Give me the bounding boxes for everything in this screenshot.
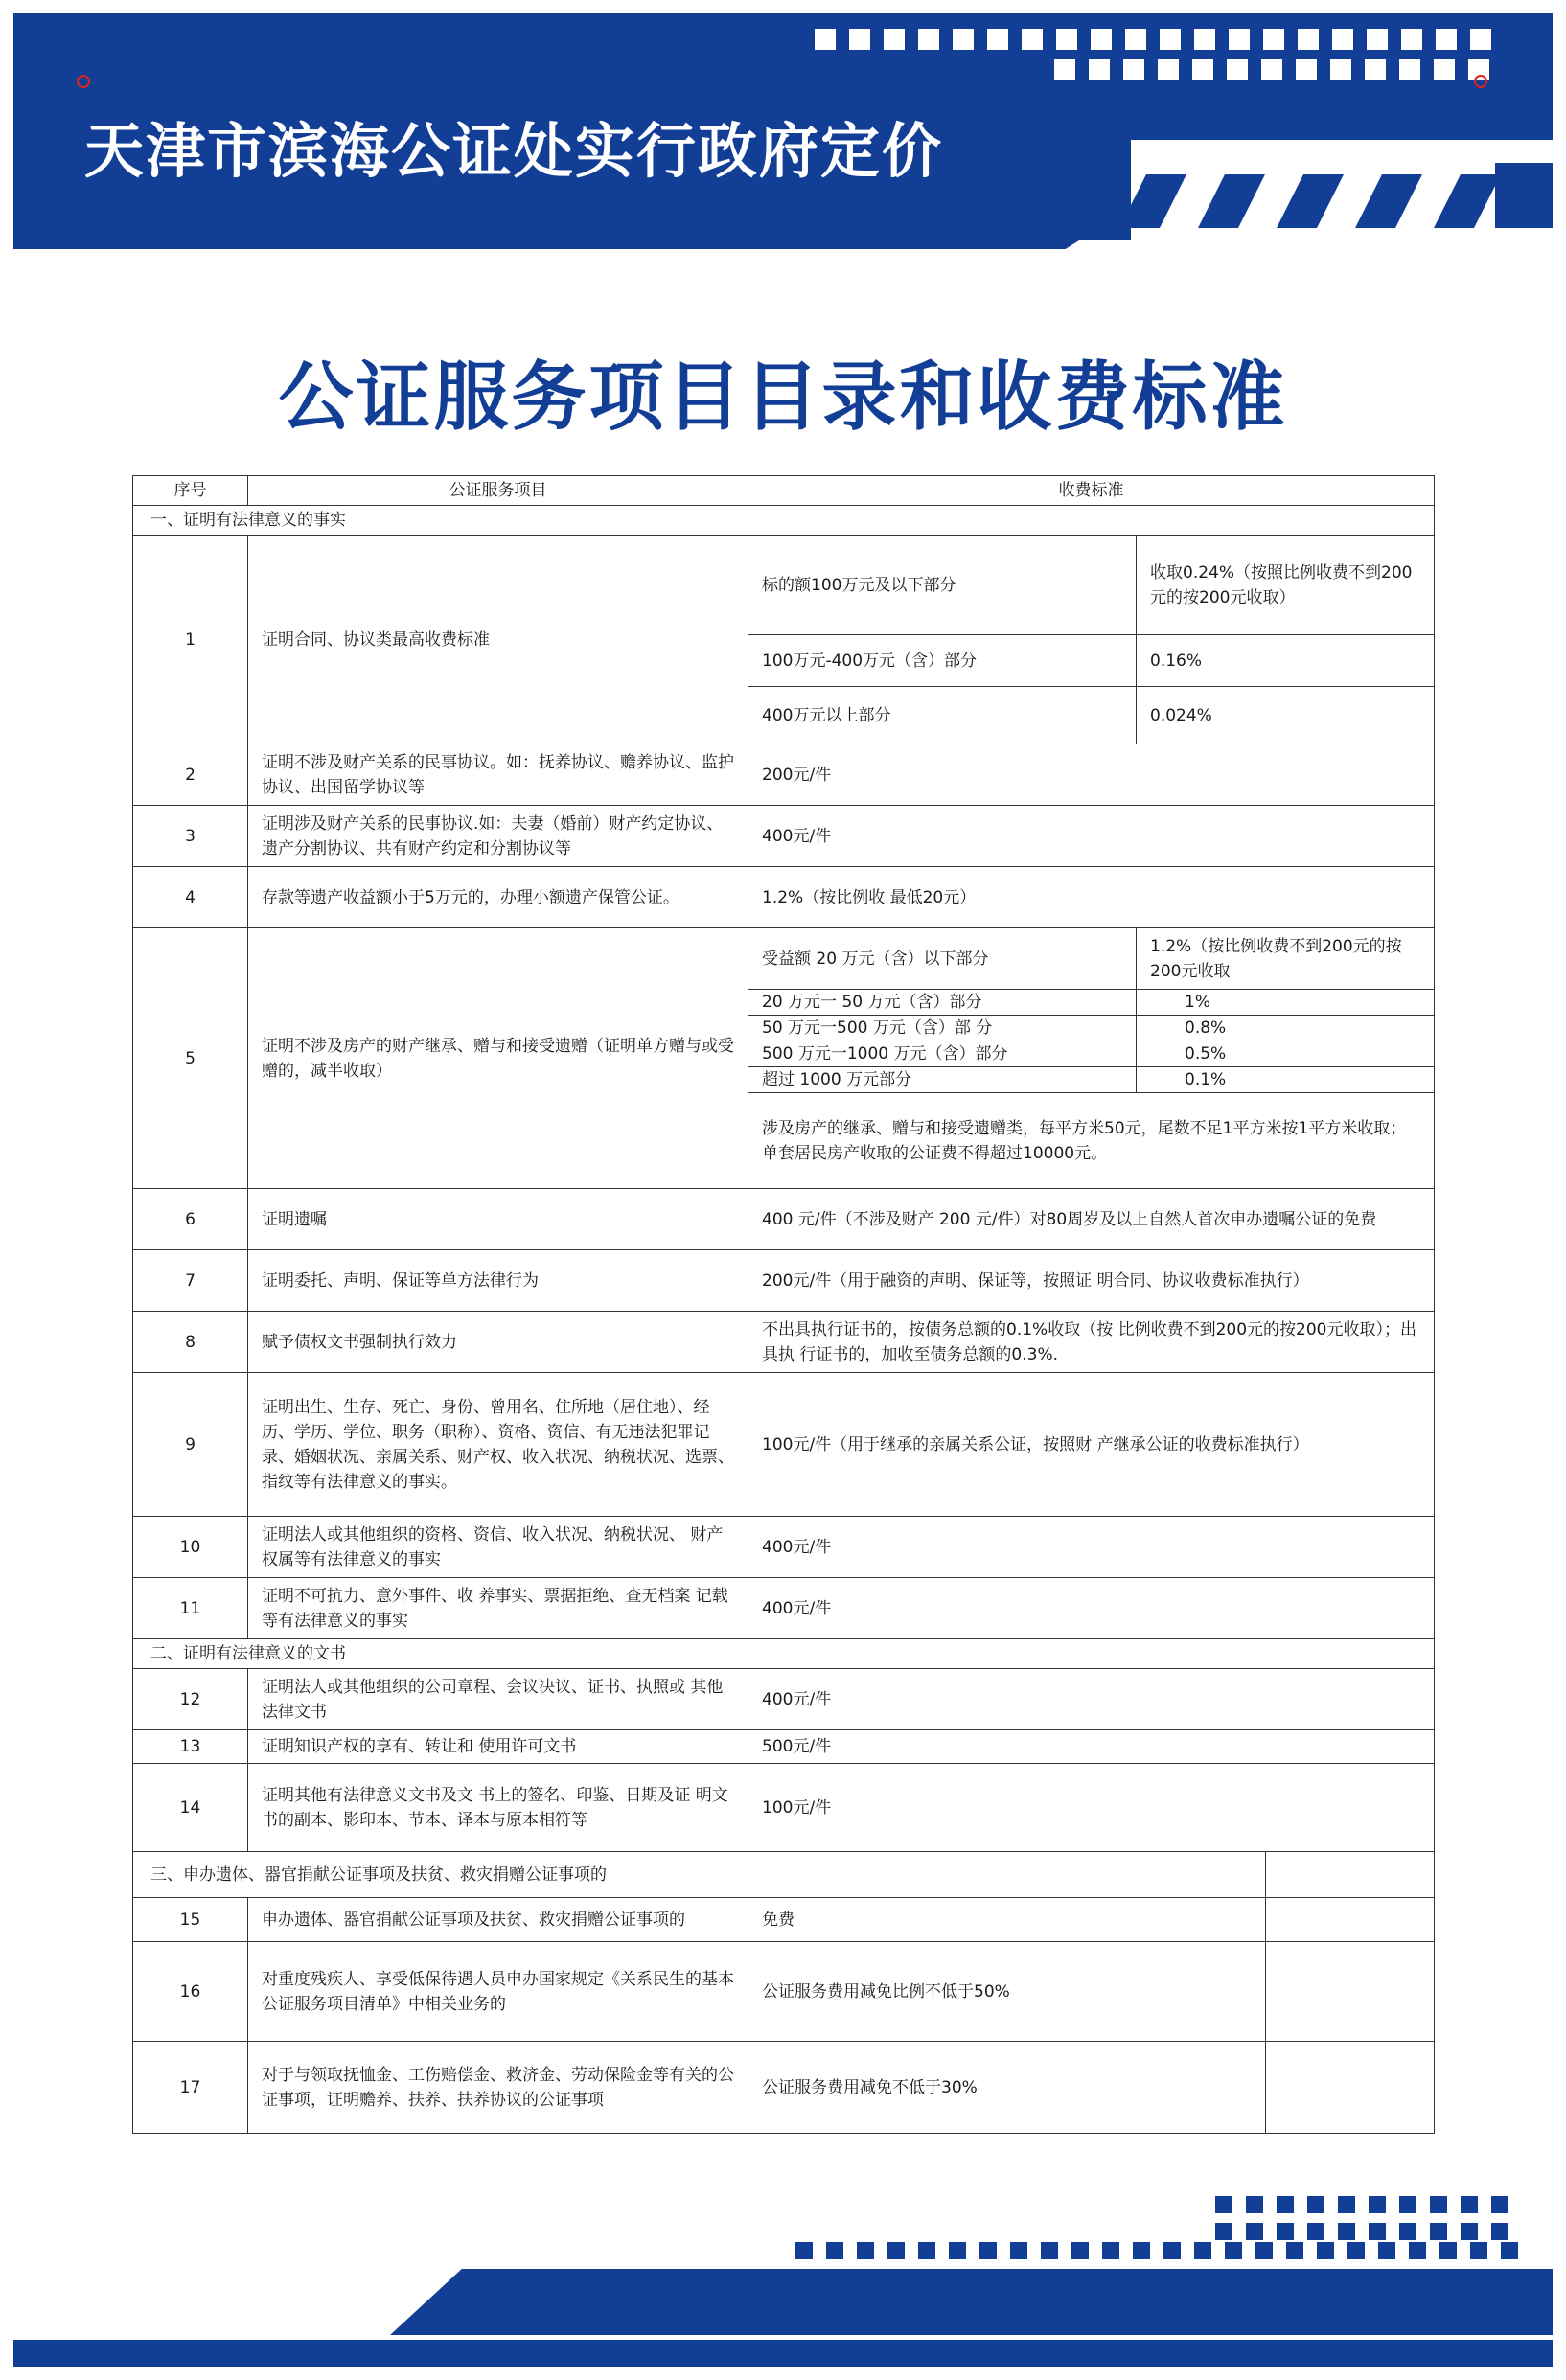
tier-range: 受益额 20 万元（含）以下部分: [748, 928, 1137, 990]
registration-mark: [77, 75, 90, 88]
fee-cell: 400元/件: [748, 806, 1435, 867]
tier-rate: 1.2%（按比例收费不到200元的按200元收取: [1137, 928, 1435, 990]
table-row: [133, 806, 1435, 867]
tier-rate: 0.1%: [1137, 1067, 1435, 1093]
row-number: 4: [133, 867, 248, 928]
row-number: 16: [133, 1942, 248, 2042]
table-row: [133, 1312, 1435, 1373]
table-row: [133, 1730, 1435, 1764]
row-number: 11: [133, 1578, 248, 1639]
col-header-item: 公证服务项目: [248, 476, 748, 506]
item-cell: 申办遗体、器官捐献公证事项及扶贫、救灾捐赠公证事项的: [248, 1898, 748, 1942]
row-number: 1: [133, 536, 248, 744]
row-number: 17: [133, 2042, 248, 2134]
fee-cell: 200元/件: [748, 744, 1435, 806]
registration-mark: [1474, 75, 1487, 88]
row-number: 6: [133, 1189, 248, 1250]
tier-rate: 0.5%: [1137, 1041, 1435, 1067]
table-row: [133, 744, 1435, 806]
row-number: 7: [133, 1250, 248, 1312]
fee-table: [132, 475, 1435, 2134]
fee-cell: 400元/件: [748, 1669, 1435, 1730]
tier-rate: 收取0.24%（按照比例收费不到200元的按200元收取）: [1137, 536, 1435, 635]
col-header-fee: 收费标准: [748, 476, 1435, 506]
header-stripe: [13, 236, 1087, 249]
section-row: [133, 506, 1435, 536]
row-number: 13: [133, 1730, 248, 1764]
row-number: 3: [133, 806, 248, 867]
item-cell: 证明其他有法律意义文书及文 书上的签名、印鉴、日期及证 明文书的副本、影印本、节本、译本与原本相符等: [248, 1764, 748, 1852]
item-cell: 证明法人或其他组织的公司章程、会议决议、证书、执照或 其他法律文书: [248, 1669, 748, 1730]
fee-cell: 免费: [748, 1898, 1266, 1942]
table-row: [133, 536, 1435, 635]
item-cell: 对重度残疾人、享受低保待遇人员申办国家规定《关系民生的基本公证服务项目清单》中相关业务的: [248, 1942, 748, 2042]
row-number: 5: [133, 928, 248, 1189]
fee-cell: 400 元/件（不涉及财产 200 元/件）对80周岁及以上自然人首次申办遗嘱公证的免费: [748, 1189, 1435, 1250]
table-row: [133, 2042, 1435, 2134]
item-cell: 对于与领取抚恤金、工伤赔偿金、救济金、劳动保险金等有关的公证事项，证明赡养、扶养、扶养协议的公证事项: [248, 2042, 748, 2134]
section-row: [133, 1852, 1435, 1898]
tier-rate: 0.16%: [1137, 635, 1435, 687]
col-header-no: 序号: [133, 476, 248, 506]
header-stripe: [1112, 126, 1553, 140]
row-number: 15: [133, 1898, 248, 1942]
item-cell: 存款等遗产收益额小于5万元的，办理小额遗产保管公证。: [248, 867, 748, 928]
table-row: [133, 1898, 1435, 1942]
table-row: [133, 928, 1435, 990]
table-row: [133, 1669, 1435, 1730]
tier-range: 500 万元一1000 万元（含）部分: [748, 1041, 1137, 1067]
page-title: 公证服务项目目录和收费标准: [278, 355, 1288, 441]
item-cell: 证明合同、协议类最高收费标准: [248, 536, 748, 744]
fee-cell: 100元/件: [748, 1764, 1435, 1852]
fee-cell: 200元/件（用于融资的声明、保证等，按照证 明合同、协议收费标准执行）: [748, 1250, 1435, 1312]
banner-title: 天津市滨海公证处实行政府定价: [84, 116, 944, 186]
row-number: 2: [133, 744, 248, 806]
item-cell: 证明出生、生存、死亡、身份、曾用名、住所地（居住地）、经 历、学历、学位、职务（职称）、资格、资信、有无违法犯罪记录、婚姻状况、亲属关系、财产权、收入状况、纳税状况、选票、指纹等有法律意义的事实。: [248, 1373, 748, 1517]
item-cell: 证明不可抗力、意外事件、收 养事实、票据拒绝、查无档案 记载等有法律意义的事实: [248, 1578, 748, 1639]
tier-range: 100万元-400万元（含）部分: [748, 635, 1137, 687]
footer-stripe: [13, 2340, 1553, 2367]
fee-cell: 400元/件: [748, 1517, 1435, 1578]
item-cell: 证明不涉及财产关系的民事协议。如：抚养协议、赡养协议、监护协议、出国留学协议等: [248, 744, 748, 806]
table-row: [133, 1764, 1435, 1852]
section-title: 三、申办遗体、器官捐献公证事项及扶贫、救灾捐赠公证事项的: [133, 1852, 1266, 1898]
item-cell: 证明法人或其他组织的资格、资信、收入状况、纳税状况、 财产权属等有法律意义的事实: [248, 1517, 748, 1578]
section-title: 二、证明有法律意义的文书: [133, 1639, 1435, 1669]
tier-range: 50 万元一500 万元（含）部 分: [748, 1016, 1137, 1041]
fee-note: 涉及房产的继承、赠与和接受遗赠类，每平方米50元，尾数不足1平方米按1平方米收取；单套居民房产收取的公证费不得超过10000元。: [748, 1093, 1435, 1189]
tier-range: 400万元以上部分: [748, 687, 1137, 744]
row-number: 8: [133, 1312, 248, 1373]
table-row: [133, 1578, 1435, 1639]
section-row: [133, 1639, 1435, 1669]
tier-rate: 0.024%: [1137, 687, 1435, 744]
empty-cell: [1266, 1852, 1435, 1898]
table-row: [133, 867, 1435, 928]
item-cell: 赋予债权文书强制执行效力: [248, 1312, 748, 1373]
empty-cell: [1266, 1898, 1435, 1942]
fee-cell: 公证服务费用减免比例不低于50%: [748, 1942, 1266, 2042]
table-row: [133, 1517, 1435, 1578]
table-row: [133, 1942, 1435, 2042]
row-number: 12: [133, 1669, 248, 1730]
row-number: 10: [133, 1517, 248, 1578]
table-row: [133, 1189, 1435, 1250]
item-cell: 证明涉及财产关系的民事协议.如：夫妻（婚前）财产约定协议、遗产分割协议、共有财产约定和分割协议等: [248, 806, 748, 867]
table-row: [133, 1250, 1435, 1312]
fee-cell: 500元/件: [748, 1730, 1435, 1764]
tier-rate: 1%: [1137, 990, 1435, 1016]
item-cell: 证明委托、声明、保证等单方法律行为: [248, 1250, 748, 1312]
tier-range: 标的额100万元及以下部分: [748, 536, 1137, 635]
fee-cell: 公证服务费用减免不低于30%: [748, 2042, 1266, 2134]
fee-cell: 400元/件: [748, 1578, 1435, 1639]
item-cell: 证明不涉及房产的财产继承、赠与和接受遗赠（证明单方赠与或受赠的，减半收取）: [248, 928, 748, 1189]
table-row: [133, 1373, 1435, 1517]
item-cell: 证明知识产权的享有、转让和 使用许可文书: [248, 1730, 748, 1764]
row-number: 14: [133, 1764, 248, 1852]
fee-cell: 100元/件（用于继承的亲属关系公证，按照财 产继承公证的收费标准执行）: [748, 1373, 1435, 1517]
table-header-row: [133, 476, 1435, 506]
section-title: 一、证明有法律意义的事实: [133, 506, 1435, 536]
tier-range: 超过 1000 万元部分: [748, 1067, 1137, 1093]
fee-cell: 不出具执行证书的，按债务总额的0.1%收取（按 比例收费不到200元的按200元收取）；出具执 行证书的，加收至债务总额的0.3%.: [748, 1312, 1435, 1373]
empty-cell: [1266, 1942, 1435, 2042]
fee-cell: 1.2%（按比例收 最低20元）: [748, 867, 1435, 928]
item-cell: 证明遗嘱: [248, 1189, 748, 1250]
empty-cell: [1266, 2042, 1435, 2134]
tier-range: 20 万元一 50 万元（含）部分: [748, 990, 1137, 1016]
tier-rate: 0.8%: [1137, 1016, 1435, 1041]
row-number: 9: [133, 1373, 248, 1517]
